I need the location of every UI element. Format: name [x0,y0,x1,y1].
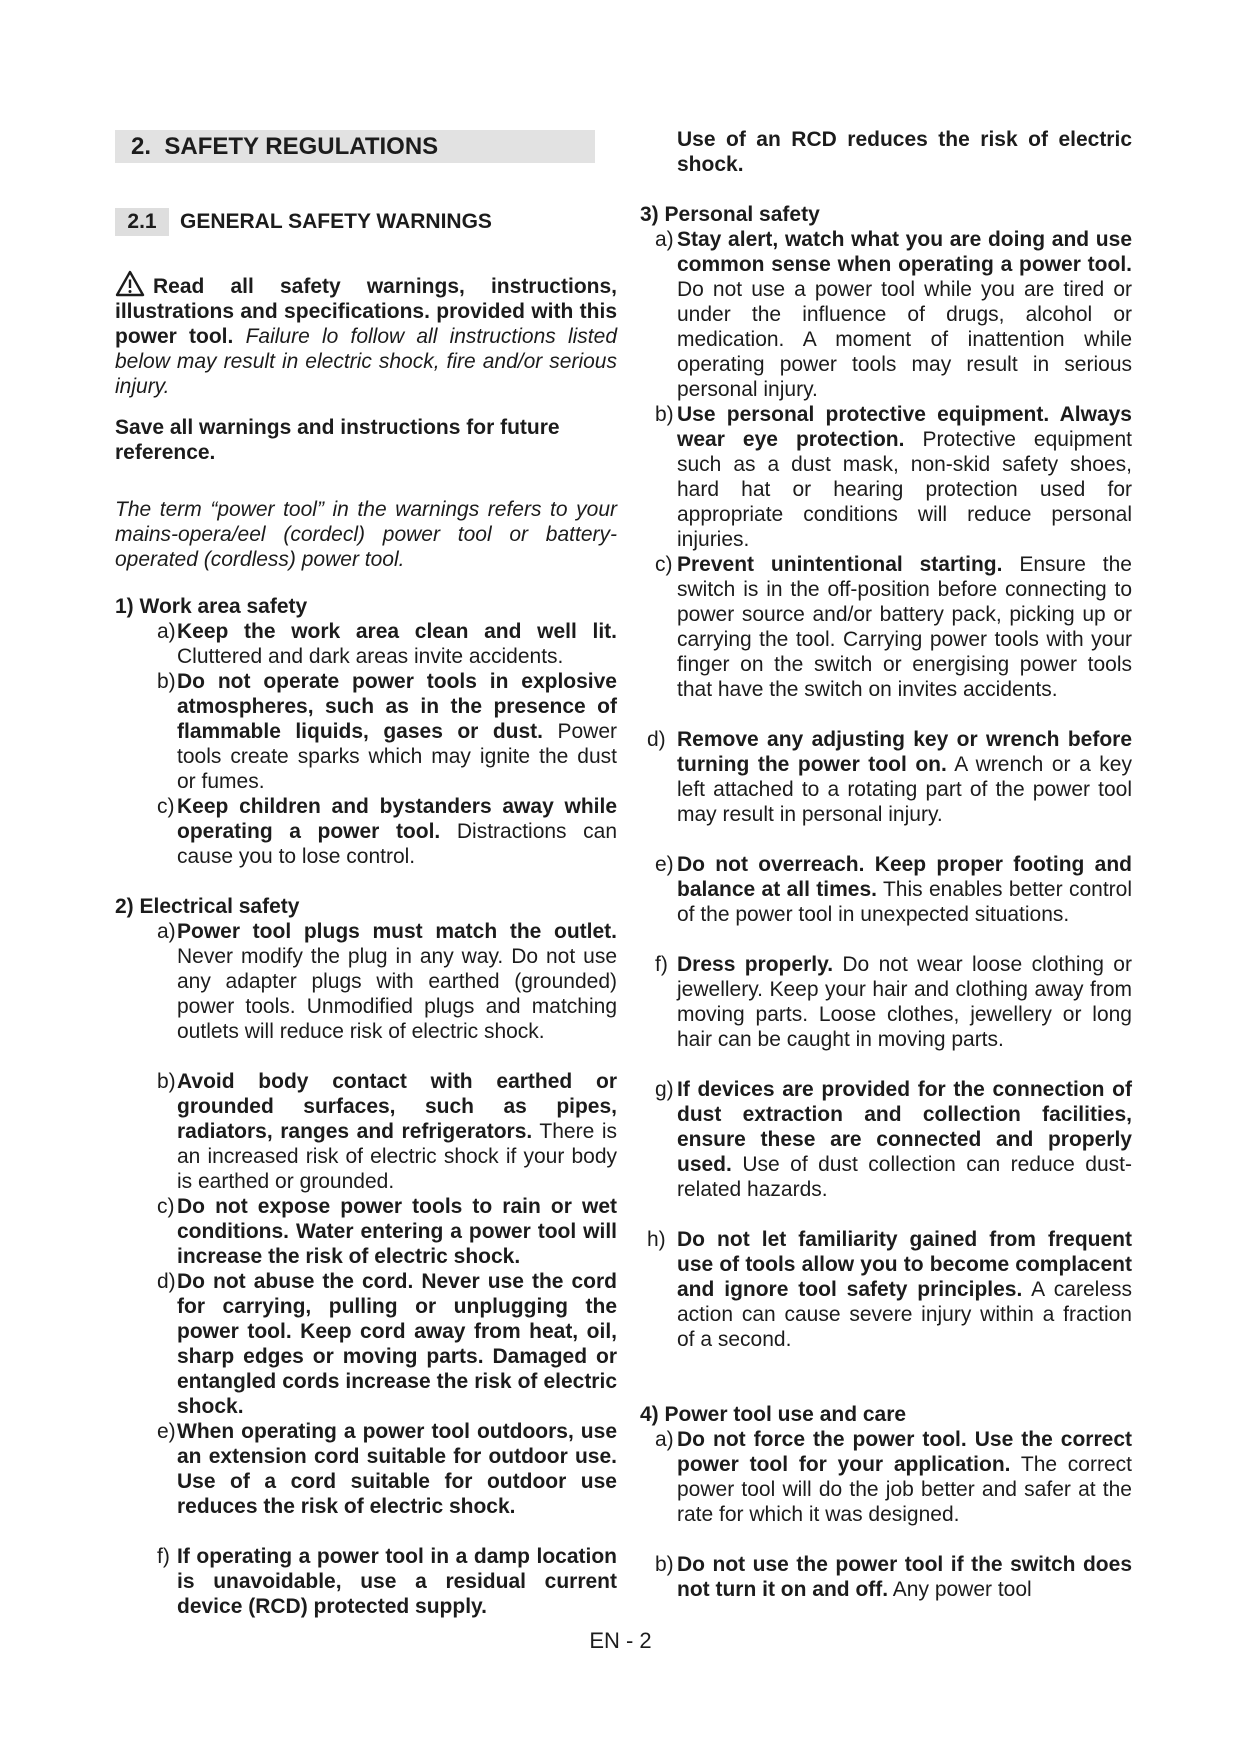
item-text: Cluttered and dark areas invite accidents. [177,645,564,668]
item-label: b) [655,403,674,426]
list-item [655,1552,1132,1602]
item-label: e) [157,1420,176,1443]
item-bold: Do not abuse the cord. Never use the cord for carrying, pulling or unplugging the power tool. Keep cord away from heat, oil, sharp edges or moving parts. Damaged or entangled cords increase the risk of electric shock. [177,1270,617,1418]
list-item [647,727,1132,827]
item-label: c) [655,553,673,576]
group-heading-work-area: 1) Work area safety [115,595,308,618]
item-label: g) [655,1078,674,1101]
item-label: a) [655,228,674,251]
item-bold: When operating a power tool outdoors, use an extension cord suitable for outdoor use. Use of a cord suitable for outdoor use reduces the risk of electric shock. [177,1420,617,1518]
item-text: Any power tool [892,1578,1032,1601]
item-text: Ensure the switch is in the off-position before connecting to power source and/or battery pack, picking up or carrying the tool. Carrying power tools with your finger on the switch or energising power tools that have the switch on invites accidents. [677,553,1132,701]
group-heading-personal: 3) Personal safety [640,203,820,226]
list-item [157,669,617,794]
group-heading-electrical: 2) Electrical safety [115,895,300,918]
warning-intro [115,270,617,399]
list-item [157,1269,617,1419]
subsection-title: GENERAL SAFETY WARNINGS [180,210,492,233]
item-text: Distractions can cause you to lose control. [177,820,617,868]
save-note: Save all warnings and instructions for future reference. [115,416,560,464]
subsection-number: 2.1 [115,208,169,236]
list-item [655,402,1132,552]
item-text: Power tools create sparks which may ignite the dust or fumes. [177,720,617,793]
item-label: a) [157,920,176,943]
item-bold: Keep children and bystanders away while operating a power tool. [177,795,617,843]
item-bold: If devices are provided for the connection of dust extraction and collection facilities, ensure these are connected and properly used. [677,1078,1132,1176]
page-number: EN - 2 [589,1628,652,1653]
list-item [655,852,1132,927]
section-header [115,130,595,163]
item-label: a) [157,620,176,643]
item-text: Use of dust collection can reduce dust-related hazards. [677,1153,1132,1201]
list-item [157,1069,617,1194]
item-text: This enables better control of the power tool in unexpected situations. [677,878,1132,926]
list-item [655,227,1132,402]
item-label: c) [157,795,175,818]
warning-intro-italic: Failure lo follow all instructions listed below may result in electric shock, fire and/or serious injury. [115,325,617,398]
item-text: Do not use a power tool while you are tired or under the influence of drugs, alcohol or medication. A moment of inattention while operating power tools may result in serious personal injury. [677,278,1132,401]
term-note: The term “power tool” in the warnings refers to your mains-opera/eel (cordecl) power tool or battery-operated (cordless) power tool. [115,498,617,571]
item-text: A wrench or a key left attached to a rotating part of the power tool may result in personal injury. [677,753,1132,826]
continuation-line: Use of an RCD reduces the risk of electric shock. [677,128,1132,176]
list-item [655,952,1132,1052]
warning-triangle-icon [115,270,145,297]
item-label: a) [655,1428,674,1451]
item-label: d) [157,1270,176,1293]
list-item [647,1227,1133,1352]
item-text: Do not wear loose clothing or jewellery. Keep your hair and clothing away from moving parts. Loose clothes, jewellery or long hair can be caught in moving parts. [677,953,1132,1051]
item-bold: If operating a power tool in a damp location is unavoidable, use a residual current device (RCD) protected supply. [177,1545,617,1618]
item-label: c) [157,1195,175,1218]
item-bold: Do not overreach. Keep proper footing and balance at all times. [677,853,1132,901]
item-text: Never modify the plug in any way. Do not use any adapter plugs with earthed (grounded) power tools. Unmodified plugs and matching outlets will reduce risk of electric shock. [177,945,617,1043]
section-title: 2. SAFETY REGULATIONS [131,133,439,160]
list-item [157,794,617,869]
item-bold: Use personal protective equipment. Always wear eye protection. [677,403,1132,451]
list-item [157,1419,617,1519]
item-bold: Avoid body contact with earthed or grounded surfaces, such as pipes, radiators, ranges and refrigerators. [177,1070,617,1143]
item-label: b) [157,670,176,693]
item-bold: Do not operate power tools in explosive atmospheres, such as in the presence of flammable liquids, gases or dust. [177,670,617,743]
item-bold: Remove any adjusting key or wrench before turning the power tool on. [677,728,1132,776]
item-bold: Stay alert, watch what you are doing and use common sense when operating a power tool. [677,228,1132,276]
item-label: e) [655,853,674,876]
list-item [157,919,617,1044]
item-bold: Dress properly. [677,953,834,976]
continuation-text [677,127,1132,177]
item-text: Protective equipment such as a dust mask, non-skid safety shoes, hard hat or hearing protection used for appropriate conditions will reduce personal injuries. [677,428,1132,551]
item-label: b) [157,1070,176,1093]
item-text: The correct power tool will do the job better and safer at the rate for which it was designed. [677,1453,1132,1526]
item-label: h) [647,1228,666,1251]
item-text: There is an increased risk of electric shock if your body is earthed or grounded. [177,1120,617,1193]
list-item [157,1544,617,1619]
item-bold: Keep the work area clean and well lit. [177,620,617,643]
item-bold: Prevent unintentional starting. [677,553,1003,576]
list-item [655,1427,1132,1527]
list-item [655,552,1132,702]
subsection-header [115,208,617,238]
item-label: f) [157,1545,170,1568]
list-item [655,1077,1132,1202]
item-bold: Do not force the power tool. Use the correct power tool for your application. [677,1428,1132,1476]
item-bold: Do not let familiarity gained from frequent use of tools allow you to become complacent and ignore tool safety principles. [677,1228,1132,1301]
list-item [157,1194,617,1269]
item-bold: Do not expose power tools to rain or wet conditions. Water entering a power tool will increase the risk of electric shock. [177,1195,617,1268]
item-text: A careless action can cause severe injury within a fraction of a second. [677,1278,1133,1351]
group-heading-use-and-care: 4) Power tool use and care [640,1403,907,1426]
item-bold: Do not use the power tool if the switch does not turn it on and off. [677,1553,1132,1601]
item-label: f) [655,953,668,976]
list-item [157,619,617,669]
item-label: d) [647,728,666,751]
item-bold: Power tool plugs must match the outlet. [177,920,617,943]
warning-intro-bold: Read all safety warnings, instructions, illustrations and specifications. provided with this power tool. [115,275,617,348]
item-label: b) [655,1553,674,1576]
